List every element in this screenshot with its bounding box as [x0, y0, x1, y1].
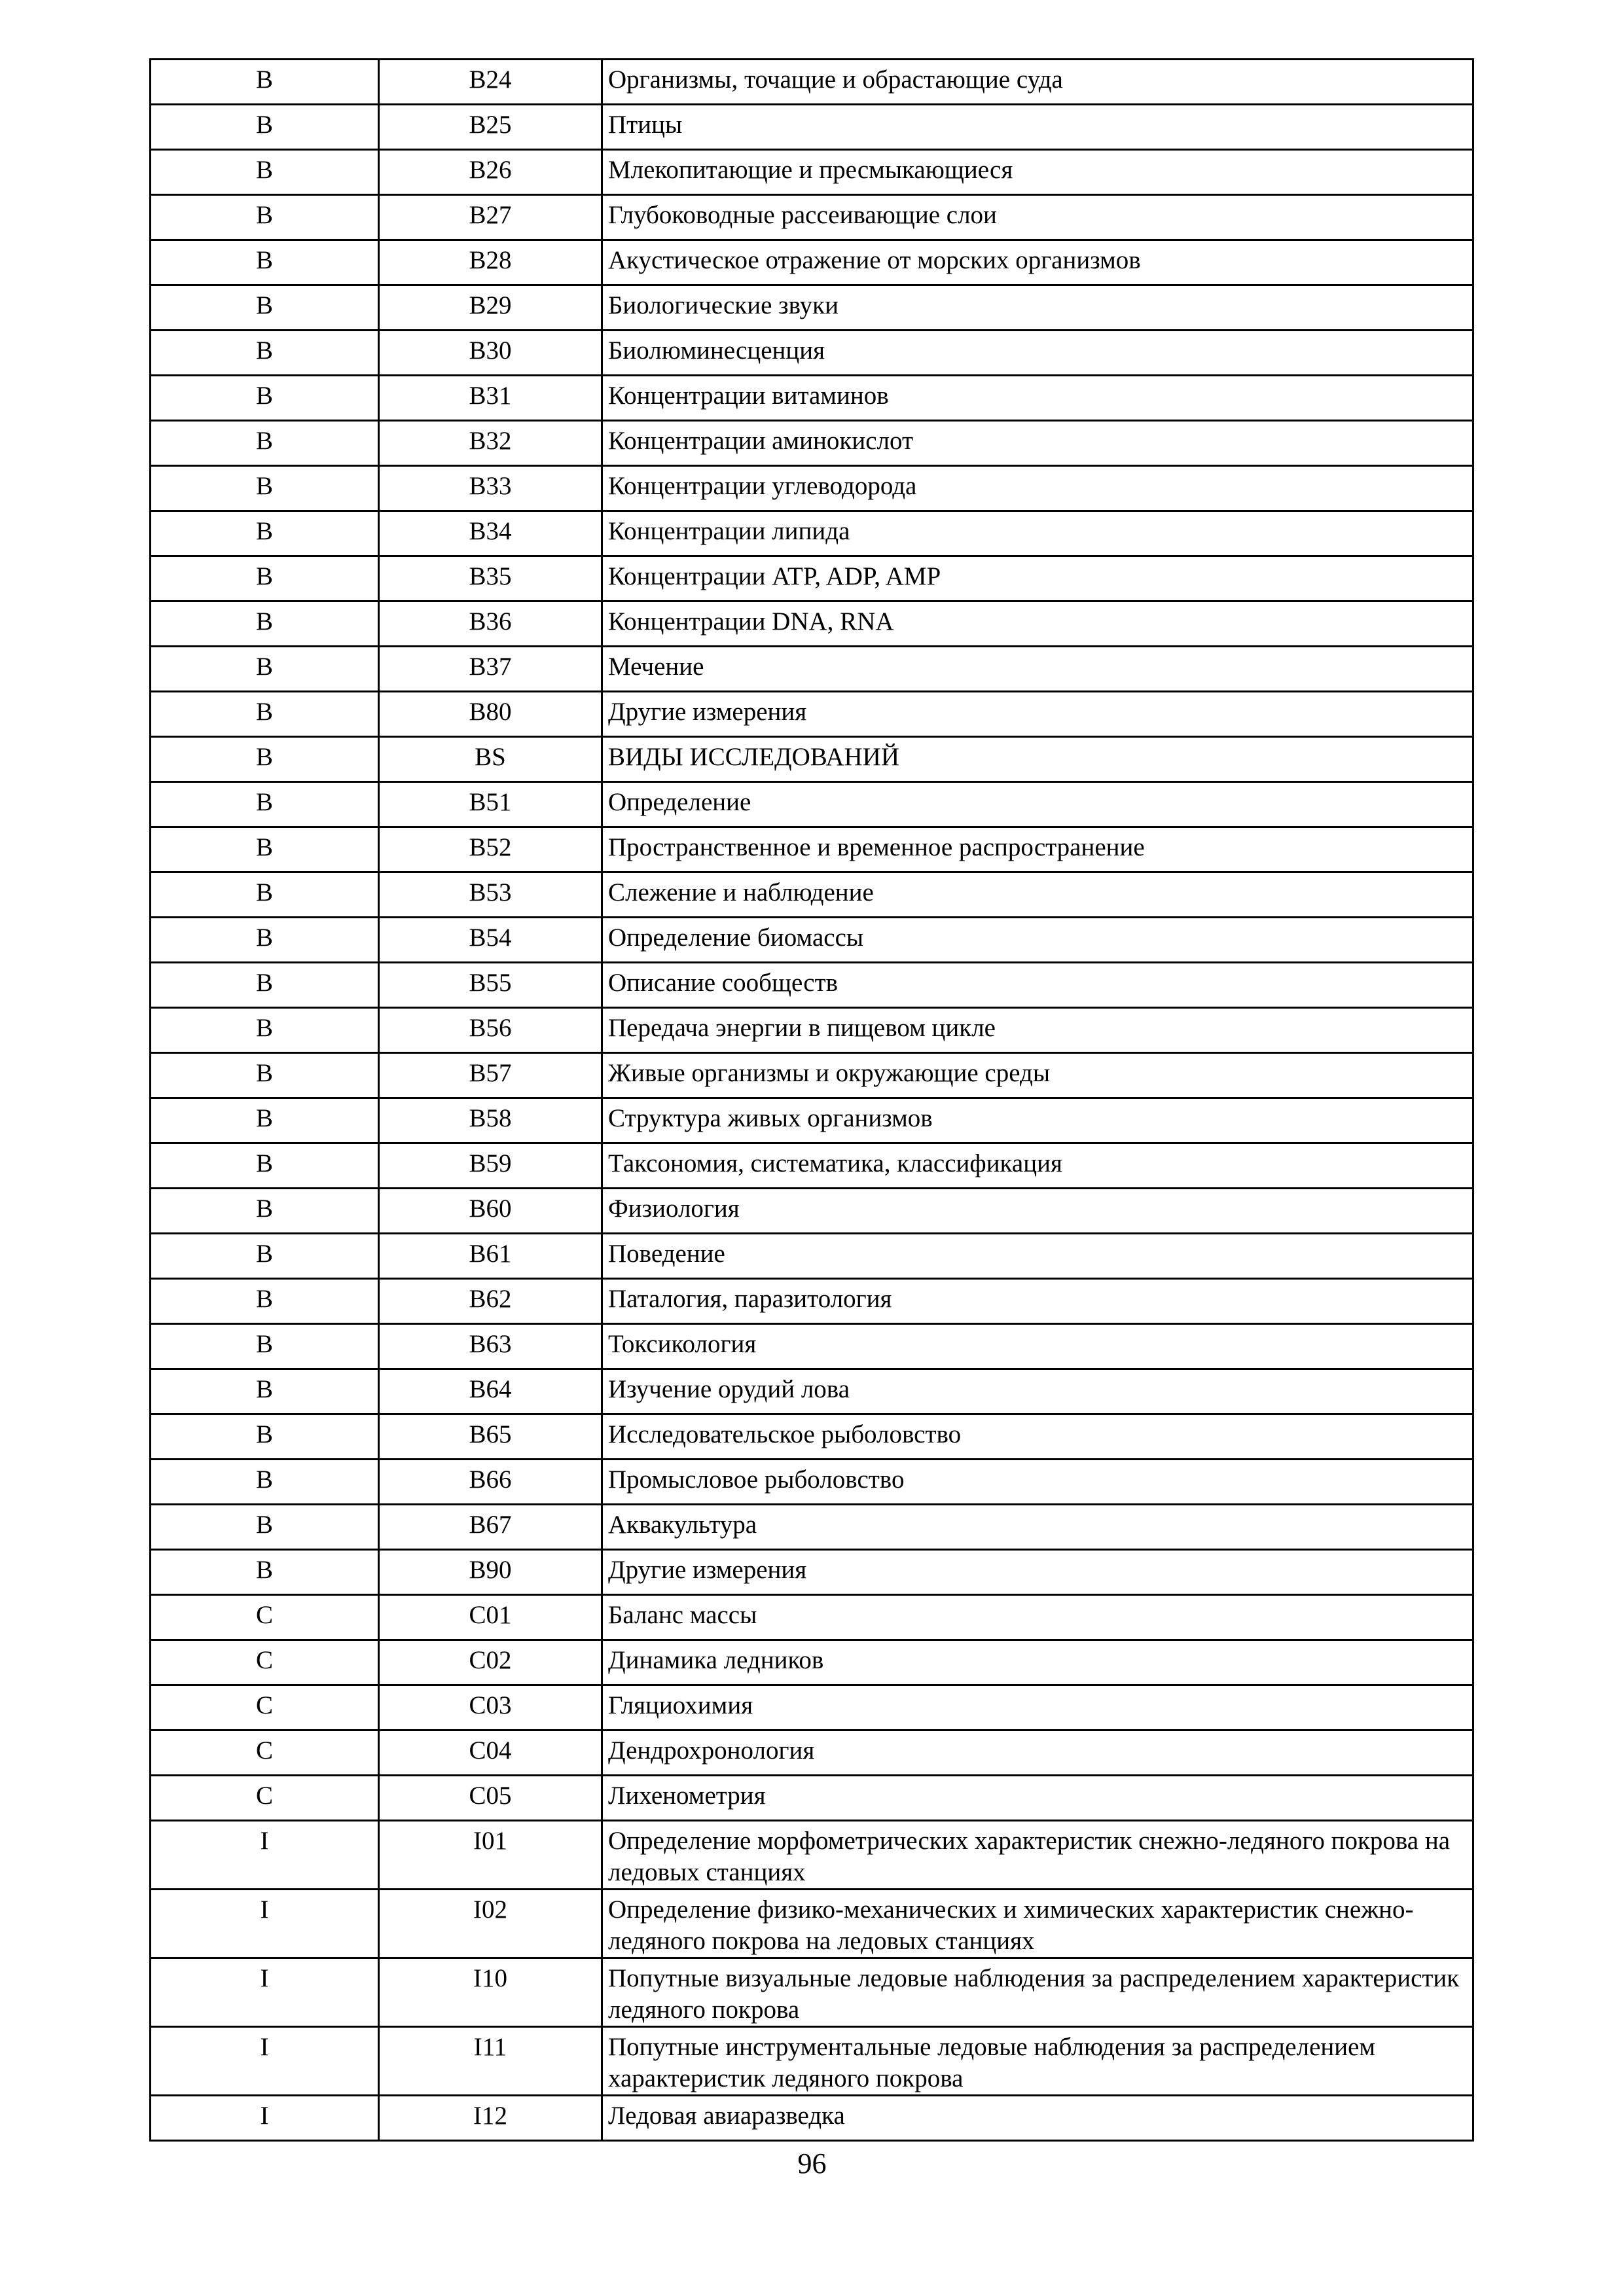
- description-cell: Промысловое рыболовство: [602, 1460, 1473, 1505]
- category-cell: I: [151, 2096, 379, 2141]
- category-cell: I: [151, 1890, 379, 1958]
- description-cell: Птицы: [602, 105, 1473, 150]
- code-cell: B36: [379, 601, 602, 647]
- description-cell: Дендрохронология: [602, 1731, 1473, 1776]
- table-row: [151, 60, 1473, 105]
- description-cell: Описание сообществ: [602, 963, 1473, 1008]
- code-cell: B35: [379, 556, 602, 601]
- description-cell: Паталогия, паразитология: [602, 1279, 1473, 1324]
- category-cell: B: [151, 376, 379, 421]
- code-cell: B67: [379, 1505, 602, 1550]
- category-cell: B: [151, 692, 379, 737]
- code-cell: B27: [379, 195, 602, 240]
- category-cell: B: [151, 331, 379, 376]
- description-cell: Организмы, точащие и обрастающие суда: [602, 60, 1473, 105]
- description-cell: Биологические звуки: [602, 285, 1473, 331]
- category-cell: B: [151, 963, 379, 1008]
- description-cell: Ледовая авиаразведка: [602, 2096, 1473, 2141]
- description-cell: Мечение: [602, 647, 1473, 692]
- page-number: 96: [797, 2147, 827, 2179]
- description-cell: Глубоководные рассеивающие слои: [602, 195, 1473, 240]
- code-cell: B90: [379, 1550, 602, 1595]
- table-row: [151, 331, 1473, 376]
- code-cell: B54: [379, 918, 602, 963]
- code-cell: B80: [379, 692, 602, 737]
- table-row: [151, 556, 1473, 601]
- code-cell: B64: [379, 1369, 602, 1414]
- description-cell: Структура живых организмов: [602, 1098, 1473, 1143]
- category-cell: B: [151, 240, 379, 285]
- table-row: [151, 963, 1473, 1008]
- description-cell: Определение морфометрических характеристик снежно-ледяного покрова на ледовых станциях: [602, 1821, 1473, 1890]
- category-cell: B: [151, 1189, 379, 1234]
- code-cell: B57: [379, 1053, 602, 1098]
- description-cell: Концентрации ATP, ADP, AMP: [602, 556, 1473, 601]
- category-cell: C: [151, 1685, 379, 1731]
- description-cell: Лихенометрия: [602, 1776, 1473, 1821]
- category-cell: B: [151, 1143, 379, 1189]
- category-cell: I: [151, 1821, 379, 1890]
- description-cell: Аквакультура: [602, 1505, 1473, 1550]
- code-cell: B62: [379, 1279, 602, 1324]
- category-cell: B: [151, 737, 379, 782]
- category-cell: C: [151, 1776, 379, 1821]
- category-cell: B: [151, 511, 379, 556]
- code-cell: B58: [379, 1098, 602, 1143]
- description-cell: Концентрации липида: [602, 511, 1473, 556]
- category-cell: B: [151, 1279, 379, 1324]
- table-row: [151, 285, 1473, 331]
- code-cell: B37: [379, 647, 602, 692]
- description-cell: Другие измерения: [602, 1550, 1473, 1595]
- category-cell: B: [151, 1098, 379, 1143]
- table-row: [151, 1550, 1473, 1595]
- category-cell: B: [151, 195, 379, 240]
- code-cell: C03: [379, 1685, 602, 1731]
- code-cell: B65: [379, 1414, 602, 1460]
- description-cell: Пространственное и временное распространение: [602, 827, 1473, 872]
- description-cell: Попутные инструментальные ледовые наблюдения за распределением характеристик ледяного покрова: [602, 2027, 1473, 2096]
- table-row: [151, 1414, 1473, 1460]
- table-row: [151, 195, 1473, 240]
- code-cell: I02: [379, 1890, 602, 1958]
- code-cell: C05: [379, 1776, 602, 1821]
- table-row: [151, 1505, 1473, 1550]
- category-cell: C: [151, 1731, 379, 1776]
- table-row: [151, 1324, 1473, 1369]
- category-cell: B: [151, 1414, 379, 1460]
- code-cell: B24: [379, 60, 602, 105]
- table-row: [151, 647, 1473, 692]
- table-row: [151, 827, 1473, 872]
- table-row: [151, 737, 1473, 782]
- description-cell: Токсикология: [602, 1324, 1473, 1369]
- table-row: [151, 240, 1473, 285]
- code-cell: I11: [379, 2027, 602, 2096]
- description-cell: Живые организмы и окружающие среды: [602, 1053, 1473, 1098]
- description-cell: Динамика ледников: [602, 1640, 1473, 1685]
- description-cell: Баланс массы: [602, 1595, 1473, 1640]
- code-cell: B30: [379, 331, 602, 376]
- code-cell: B33: [379, 466, 602, 511]
- description-cell: Млекопитающие и пресмыкающиеся: [602, 150, 1473, 195]
- code-cell: B63: [379, 1324, 602, 1369]
- table-row: [151, 918, 1473, 963]
- description-cell: Биолюминесценция: [602, 331, 1473, 376]
- category-cell: B: [151, 1324, 379, 1369]
- table-row: [151, 1685, 1473, 1731]
- category-cell: B: [151, 1550, 379, 1595]
- table-row: [151, 1008, 1473, 1053]
- code-cell: B32: [379, 421, 602, 466]
- table-row: [151, 2096, 1473, 2141]
- category-cell: B: [151, 872, 379, 918]
- category-cell: B: [151, 601, 379, 647]
- description-cell: Передача энергии в пищевом цикле: [602, 1008, 1473, 1053]
- code-cell: B28: [379, 240, 602, 285]
- table-row: [151, 1731, 1473, 1776]
- category-cell: B: [151, 647, 379, 692]
- table-row: [151, 150, 1473, 195]
- table-row: [151, 376, 1473, 421]
- code-cell: B29: [379, 285, 602, 331]
- code-cell: B53: [379, 872, 602, 918]
- table-row: [151, 601, 1473, 647]
- description-cell: Другие измерения: [602, 692, 1473, 737]
- code-cell: B25: [379, 105, 602, 150]
- description-cell: Гляциохимия: [602, 1685, 1473, 1731]
- category-cell: B: [151, 60, 379, 105]
- description-cell: Исследовательское рыболовство: [602, 1414, 1473, 1460]
- code-cell: B56: [379, 1008, 602, 1053]
- category-cell: C: [151, 1595, 379, 1640]
- table-row: [151, 1460, 1473, 1505]
- table-row: [151, 1958, 1473, 2027]
- table-row: [151, 1821, 1473, 1890]
- code-cell: B34: [379, 511, 602, 556]
- table-row: [151, 511, 1473, 556]
- category-cell: B: [151, 782, 379, 827]
- table-row: [151, 2027, 1473, 2096]
- category-cell: B: [151, 466, 379, 511]
- category-cell: I: [151, 2027, 379, 2096]
- table-row: [151, 466, 1473, 511]
- table-row: [151, 1369, 1473, 1414]
- category-cell: B: [151, 1234, 379, 1279]
- code-cell: B66: [379, 1460, 602, 1505]
- code-cell: B26: [379, 150, 602, 195]
- description-cell: Концентрации углеводорода: [602, 466, 1473, 511]
- table-row: [151, 782, 1473, 827]
- code-cell: B59: [379, 1143, 602, 1189]
- description-cell: Изучение орудий лова: [602, 1369, 1473, 1414]
- category-cell: B: [151, 421, 379, 466]
- code-cell: B55: [379, 963, 602, 1008]
- code-cell: C01: [379, 1595, 602, 1640]
- table-row: [151, 1098, 1473, 1143]
- category-cell: B: [151, 1460, 379, 1505]
- description-cell: Концентрации DNA, RNA: [602, 601, 1473, 647]
- code-cell: C04: [379, 1731, 602, 1776]
- table-row: [151, 1189, 1473, 1234]
- category-cell: B: [151, 1008, 379, 1053]
- code-cell: I12: [379, 2096, 602, 2141]
- table-row: [151, 1143, 1473, 1189]
- code-cell: B52: [379, 827, 602, 872]
- category-cell: B: [151, 827, 379, 872]
- table-row: [151, 1279, 1473, 1324]
- category-cell: C: [151, 1640, 379, 1685]
- category-cell: B: [151, 556, 379, 601]
- description-cell: Акустическое отражение от морских организмов: [602, 240, 1473, 285]
- category-cell: B: [151, 285, 379, 331]
- table-row: [151, 421, 1473, 466]
- code-cell: BS: [379, 737, 602, 782]
- table-row: [151, 1890, 1473, 1958]
- category-cell: B: [151, 150, 379, 195]
- table-row: [151, 105, 1473, 150]
- category-cell: B: [151, 1369, 379, 1414]
- table-row: [151, 1595, 1473, 1640]
- table-row: [151, 1776, 1473, 1821]
- description-cell: Физиология: [602, 1189, 1473, 1234]
- code-cell: B60: [379, 1189, 602, 1234]
- description-cell: Концентрации витаминов: [602, 376, 1473, 421]
- description-cell: Определение биомассы: [602, 918, 1473, 963]
- code-cell: B51: [379, 782, 602, 827]
- description-cell: Определение физико-механических и химических характеристик снежно-ледяного покрова на ледовых станциях: [602, 1890, 1473, 1958]
- table-row: [151, 872, 1473, 918]
- code-cell: I01: [379, 1821, 602, 1890]
- category-cell: B: [151, 1053, 379, 1098]
- codes-table: [149, 58, 1474, 2142]
- code-cell: B31: [379, 376, 602, 421]
- table-row: [151, 1640, 1473, 1685]
- table-row: [151, 692, 1473, 737]
- description-cell: ВИДЫ ИССЛЕДОВАНИЙ: [602, 737, 1473, 782]
- category-cell: B: [151, 1505, 379, 1550]
- description-cell: Слежение и наблюдение: [602, 872, 1473, 918]
- description-cell: Попутные визуальные ледовые наблюдения за распределением характеристик ледяного покрова: [602, 1958, 1473, 2027]
- category-cell: B: [151, 918, 379, 963]
- code-cell: C02: [379, 1640, 602, 1685]
- code-cell: B61: [379, 1234, 602, 1279]
- description-cell: Таксономия, систематика, классификация: [602, 1143, 1473, 1189]
- table-row: [151, 1234, 1473, 1279]
- table-body: [151, 60, 1473, 2141]
- description-cell: Концентрации аминокислот: [602, 421, 1473, 466]
- code-cell: I10: [379, 1958, 602, 2027]
- category-cell: B: [151, 105, 379, 150]
- category-cell: I: [151, 1958, 379, 2027]
- description-cell: Поведение: [602, 1234, 1473, 1279]
- table-row: [151, 1053, 1473, 1098]
- description-cell: Определение: [602, 782, 1473, 827]
